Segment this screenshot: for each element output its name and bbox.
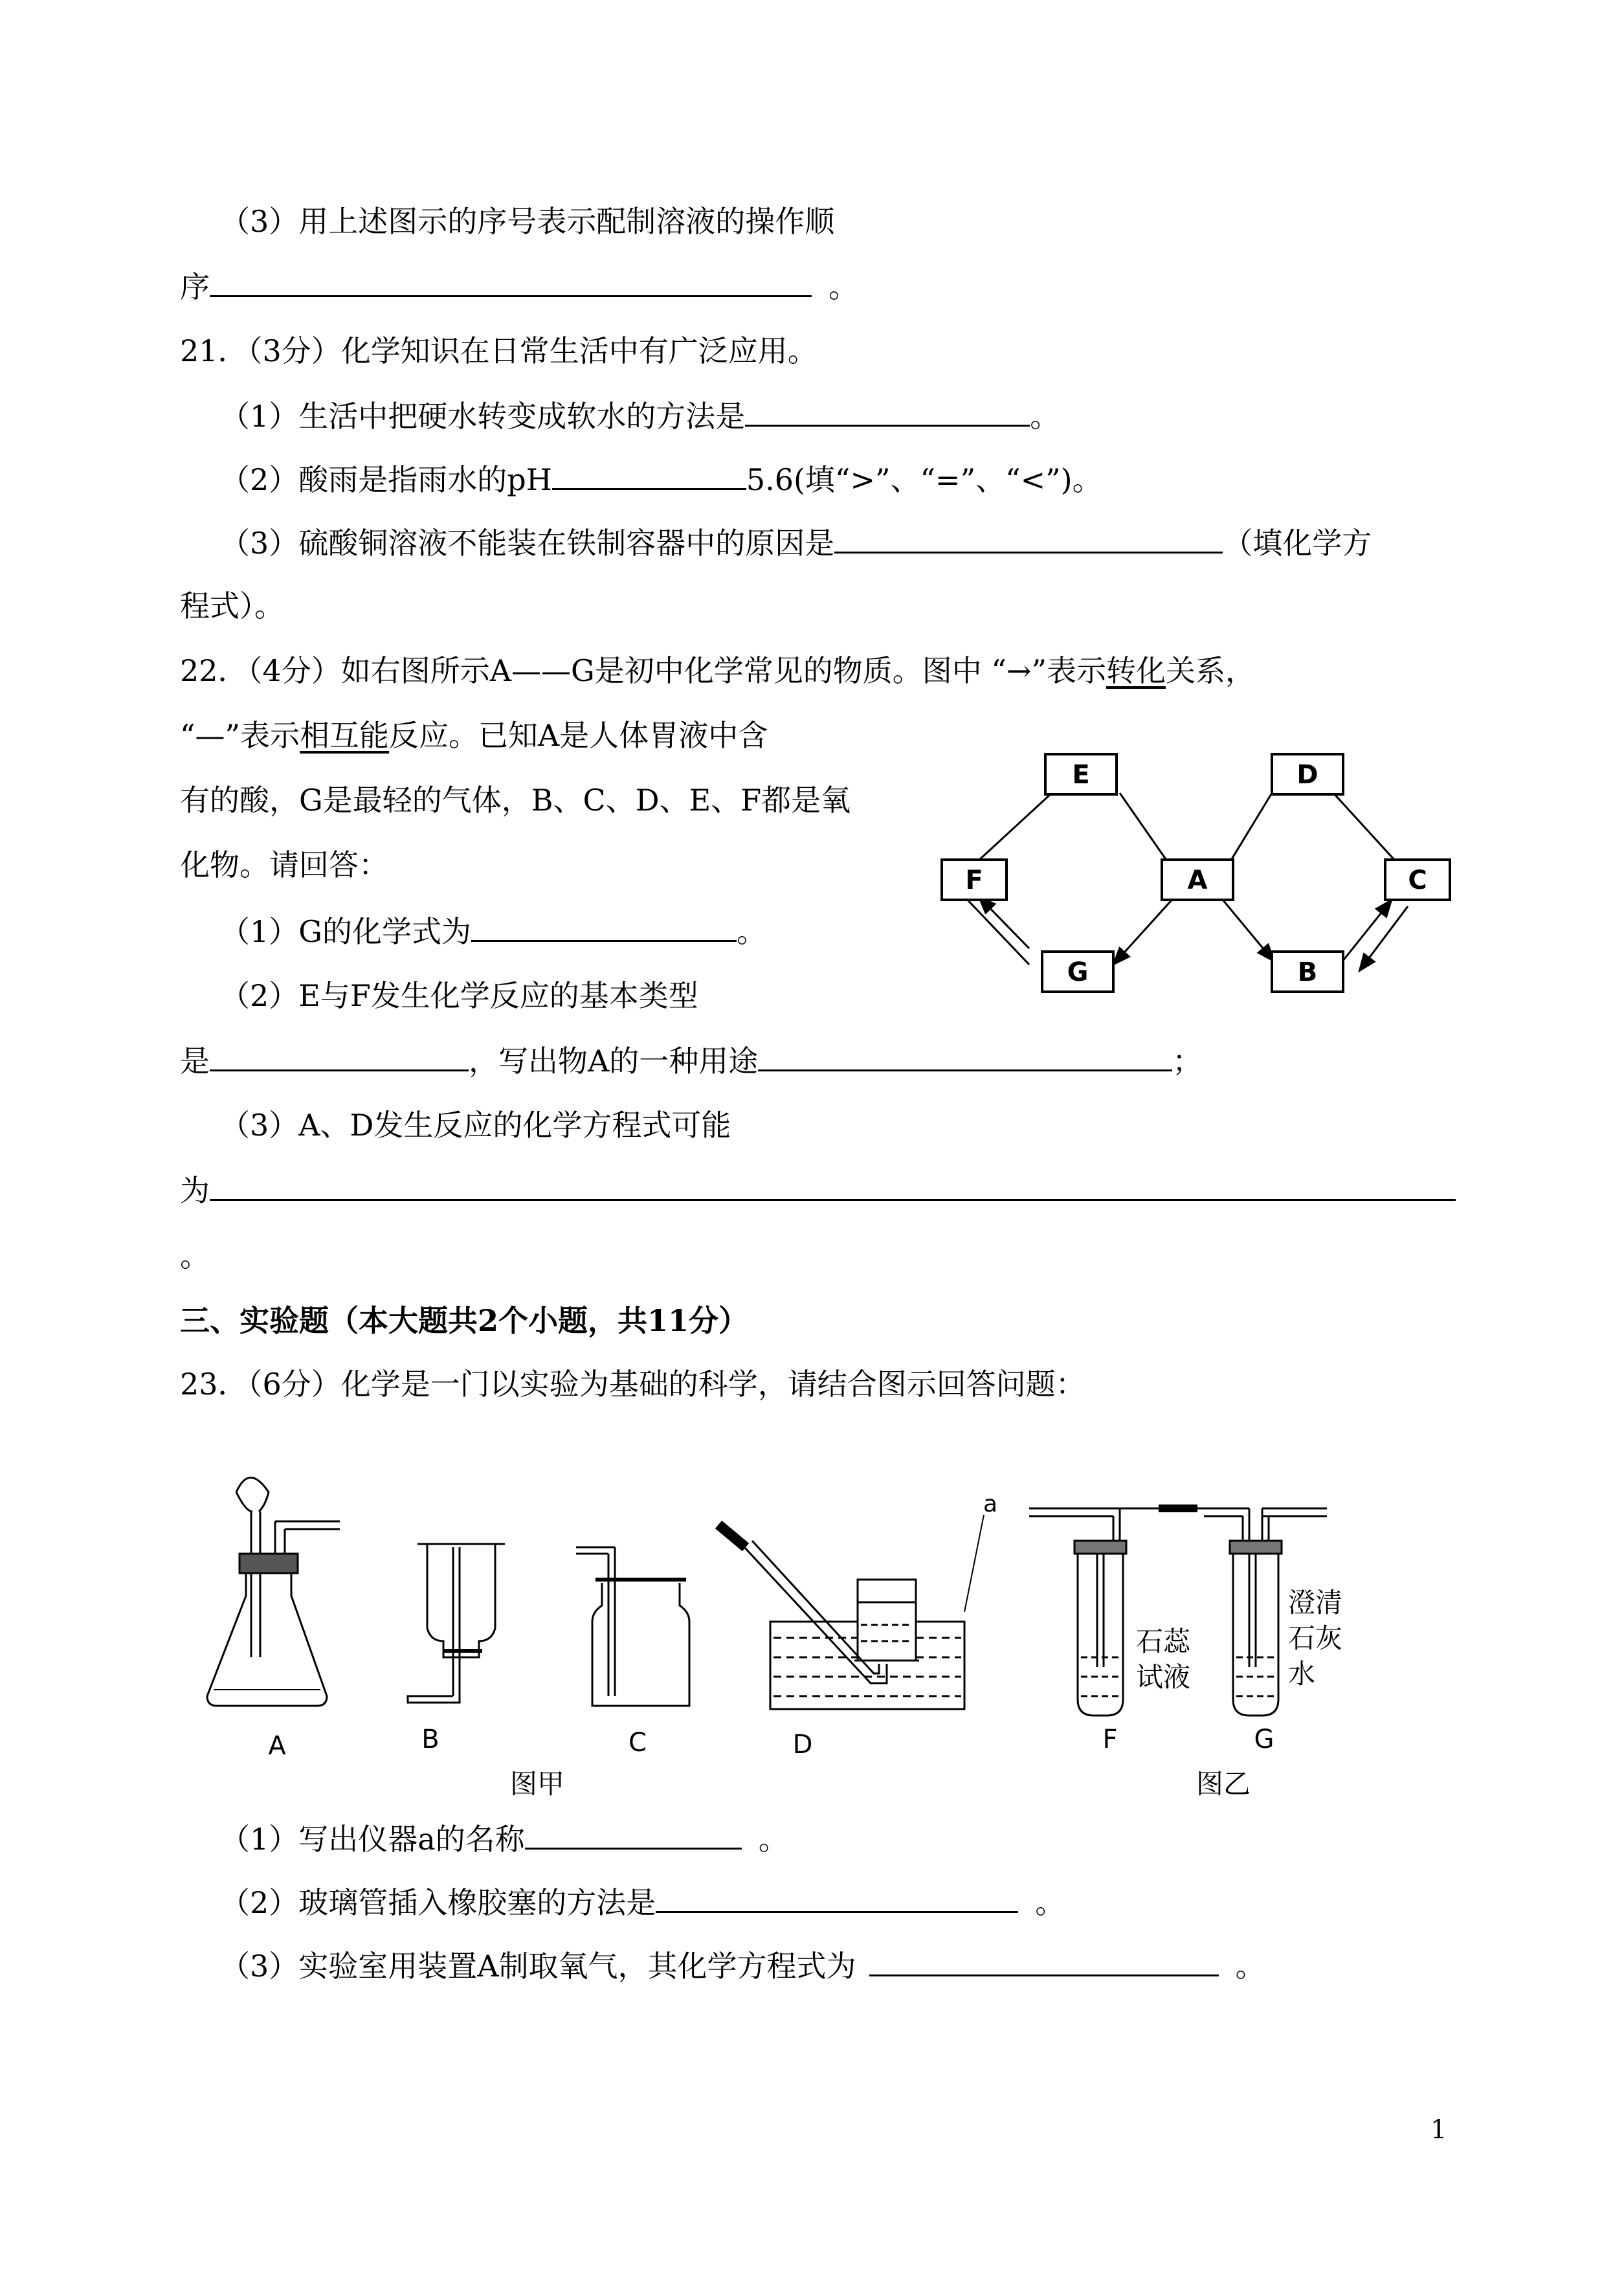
q22-line1-a: 22．（4分）如右图所示A——G是初中化学常见的物质。图中 “→”表示 — [180, 653, 1106, 688]
edge-d-a — [1227, 793, 1272, 867]
q21-title: 21．（3分）化学知识在日常生活中有广泛应用。 — [180, 333, 818, 368]
edge-e-f — [971, 793, 1052, 867]
q22-line2 — [180, 716, 768, 755]
arrow-c-to-b — [1359, 906, 1408, 971]
q22-2-prefix: 是 — [180, 1044, 210, 1079]
q21-3-answer-blank[interactable] — [834, 523, 1223, 554]
q23-2-suffix: 。 — [1035, 1885, 1065, 1920]
q20-3-line2 — [180, 267, 858, 306]
label-a: A — [268, 1731, 286, 1761]
label-d: D — [792, 1730, 813, 1760]
caption-figure-right: 图乙 — [1196, 1768, 1251, 1800]
q22-line1-underlined: 转化 — [1106, 653, 1166, 688]
node-f-label: F — [965, 866, 983, 895]
q22-line4: 化物。请回答： — [180, 847, 388, 882]
q21-1 — [220, 396, 1060, 436]
q23-3-answer-blank[interactable] — [869, 1946, 1219, 1976]
q22-line1 — [180, 651, 1255, 690]
q21-1-suffix: 。 — [1030, 399, 1060, 434]
q23-title: 23．（6分）化学是一门以实验为基础的科学，请结合图示回答问题： — [180, 1367, 1085, 1402]
q22-1-answer-blank[interactable] — [471, 912, 737, 942]
q22-3-prefix: 为 — [180, 1173, 210, 1208]
label-b: B — [421, 1725, 439, 1754]
g-liquid-line1: 澄清 — [1288, 1587, 1343, 1618]
g-liquid-line2: 石灰 — [1288, 1622, 1343, 1654]
edge-d-c — [1333, 793, 1401, 867]
q22-3-end: 。 — [180, 1238, 210, 1273]
q22-line2-underlined: 相互能 — [300, 718, 390, 753]
label-c: C — [628, 1728, 647, 1758]
apparatus-a — [207, 1478, 340, 1706]
apparatus-b — [408, 1544, 505, 1703]
q22-2-mid: ，写出物A的一种用途 — [469, 1044, 759, 1079]
q22-3-line2 — [180, 1170, 1456, 1210]
apparatus-c — [576, 1547, 689, 1706]
q21-2-answer-blank[interactable] — [552, 460, 746, 490]
arrow-g-to-f — [979, 897, 1029, 948]
q22-3-answer-blank[interactable] — [210, 1170, 1456, 1201]
q22-2-blank-use[interactable] — [758, 1041, 1172, 1071]
q20-3-line1: （3）用上述图示的序号表示配制溶液的操作顺 — [220, 204, 835, 239]
q21-2 — [220, 460, 1102, 499]
q23-2-prefix: （2）玻璃管插入橡胶塞的方法是 — [220, 1885, 656, 1920]
q23-1-prefix: （1）写出仪器a的名称 — [220, 1822, 525, 1857]
page-number: 1 — [1430, 2115, 1447, 2145]
q21-1-answer-blank[interactable] — [745, 396, 1030, 427]
q23-1-answer-blank[interactable] — [525, 1819, 742, 1850]
q23-1-suffix: 。 — [758, 1822, 788, 1857]
q22-line2-a: “—”表示 — [180, 718, 300, 753]
arrow-a-to-g — [1113, 897, 1175, 965]
edge-e-a — [1120, 793, 1172, 867]
q22-1-prefix: （1）G的化学式为 — [220, 914, 472, 949]
q21-3-suffix: （填化学方 — [1223, 526, 1372, 561]
q20-3-answer-blank[interactable] — [210, 267, 812, 297]
q21-2-suffix: 5.6(填“>”、“=”、“<”)。 — [746, 462, 1102, 497]
q23-3-suffix: 。 — [1235, 1949, 1265, 1984]
edge-f-g — [964, 897, 1029, 965]
q22-line2-b: 反应。已知A是人体胃液中含 — [389, 718, 768, 753]
q21-2-prefix: （2）酸雨是指雨水的pH — [220, 462, 552, 497]
node-c-label: C — [1408, 866, 1427, 895]
q21-3-prefix: （3）硫酸铜溶液不能装在铁制容器中的原因是 — [220, 526, 835, 561]
q22-1 — [220, 912, 766, 951]
f-liquid-line2: 试液 — [1136, 1661, 1191, 1693]
section-3-title: 三、实验题（本大题共2个小题，共11分） — [180, 1303, 749, 1338]
apparatus-d — [718, 1515, 984, 1709]
q23-3-prefix: （3）实验室用装置A制取氧气，其化学方程式为 — [220, 1949, 856, 1984]
q22-2-line1: （2）E与F发生化学反应的基本类型 — [220, 978, 698, 1013]
q23-2 — [220, 1883, 1065, 1922]
q22-relation-diagram — [932, 751, 1463, 1010]
q23-1 — [220, 1819, 788, 1859]
arrow-b-to-c — [1340, 900, 1392, 965]
q23-apparatus-figure — [188, 1444, 1405, 1813]
q22-line1-b: 关系， — [1165, 653, 1255, 688]
label-f: F — [1102, 1725, 1118, 1754]
q21-3 — [220, 523, 1372, 563]
caption-figure-left: 图甲 — [509, 1768, 565, 1800]
node-e-label: E — [1072, 760, 1090, 790]
g-liquid-line3: 水 — [1288, 1658, 1316, 1690]
node-g-label: G — [1067, 957, 1089, 987]
node-a-label: A — [1187, 866, 1208, 895]
label-a-instrument: a — [983, 1491, 998, 1517]
node-d-label: D — [1296, 760, 1318, 790]
q22-2-blank-type[interactable] — [210, 1041, 469, 1071]
q22-2-suffix: ； — [1172, 1044, 1203, 1079]
q20-3-suffix: 。 — [829, 269, 858, 304]
arrow-a-to-b — [1220, 897, 1274, 961]
f-liquid-line1: 石蕊 — [1136, 1626, 1191, 1657]
q21-3-line2: 程式）。 — [180, 588, 284, 623]
label-g: G — [1254, 1725, 1274, 1754]
q23-3 — [220, 1946, 1265, 1985]
node-b-label: B — [1297, 957, 1318, 987]
q22-3-line1: （3）A、D发生反应的化学方程式可能 — [220, 1108, 731, 1143]
q20-3-prefix: 序 — [180, 269, 210, 304]
q22-line3: 有的酸，G是最轻的气体，B、C、D、E、F都是氧 — [180, 783, 851, 818]
q22-1-suffix: 。 — [737, 914, 767, 949]
q23-2-answer-blank[interactable] — [656, 1883, 1018, 1913]
q21-1-prefix: （1）生活中把硬水转变成软水的方法是 — [220, 399, 746, 434]
q22-2-line2 — [180, 1041, 1202, 1080]
